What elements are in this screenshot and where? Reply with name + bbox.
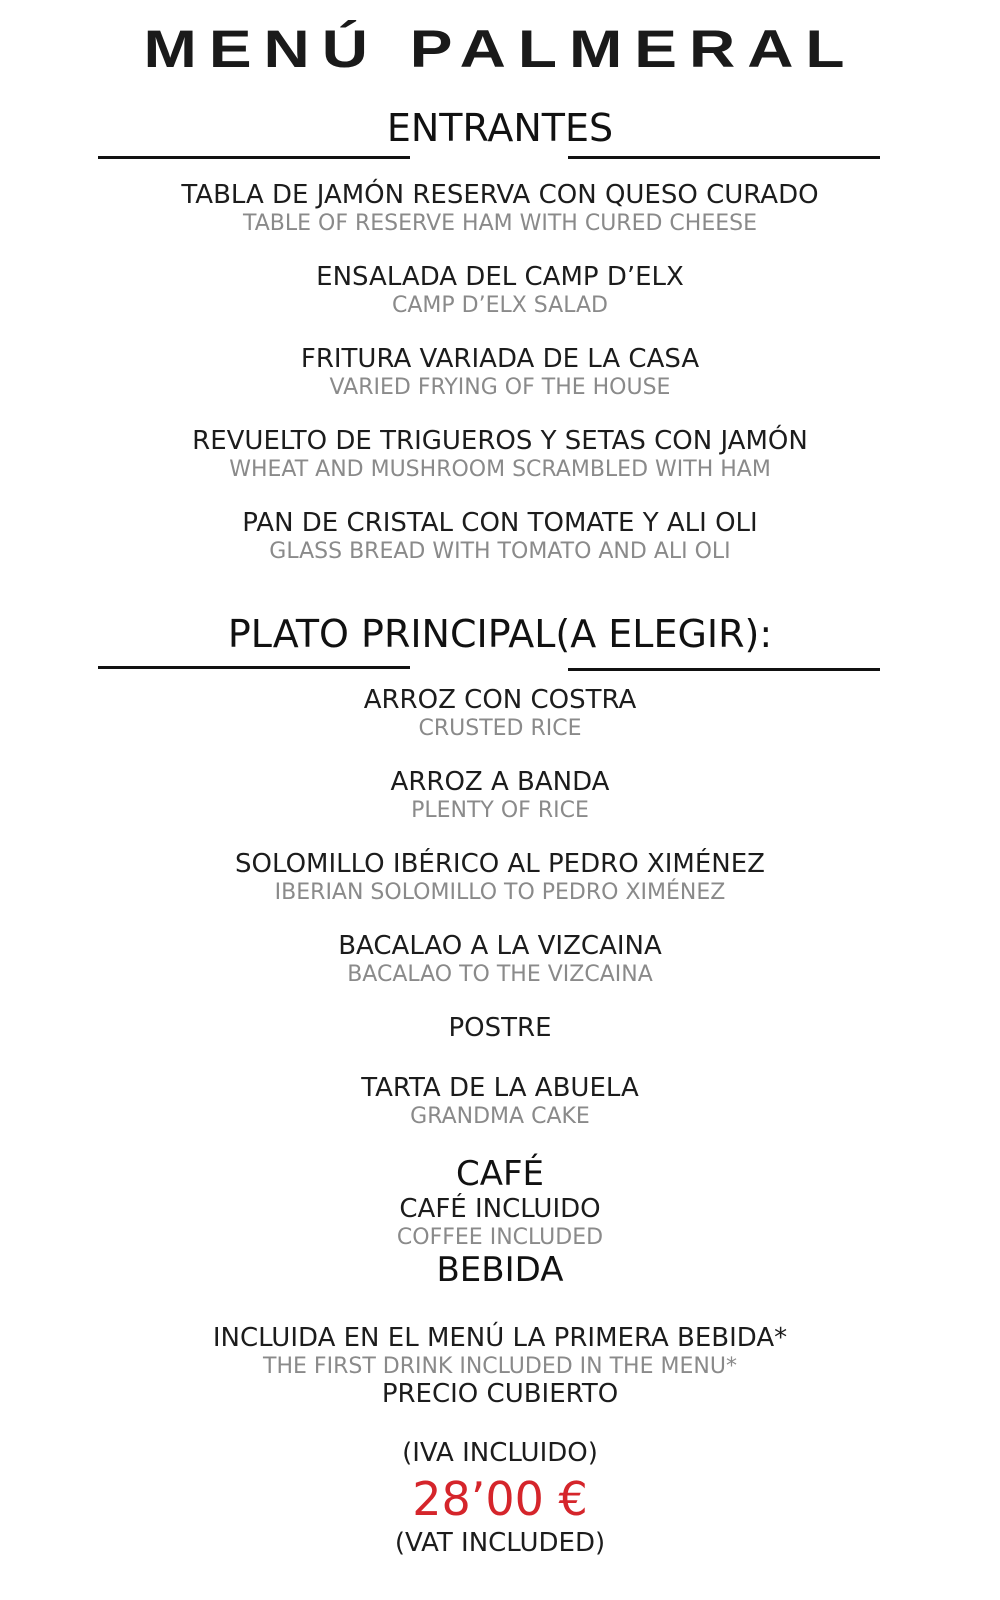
section-heading-drink: BEBIDA [436,1250,564,1290]
drink-translation: THE FIRST DRINK INCLUDED IN THE MENU* [263,1354,737,1379]
main-translation: BACALAO TO THE VIZCAINA [347,962,653,987]
section-heading-coffee: CAFÉ [455,1154,545,1194]
main-translation: PLENTY OF RICE [411,798,589,823]
starter-name: ENSALADA DEL CAMP D’ELX [316,262,684,292]
divider-left [98,666,410,669]
tax-note-en: (VAT INCLUDED) [394,1528,606,1558]
starter-name: FRITURA VARIADA DE LA CASA [300,344,700,374]
section-heading-dessert: POSTRE [448,1013,552,1043]
divider-left [98,156,410,159]
main-translation: IBERIAN SOLOMILLO TO PEDRO XIMÉNEZ [274,880,726,905]
main-translation: CRUSTED RICE [418,716,582,741]
coffee-translation: COFFEE INCLUDED [396,1225,604,1250]
main-name: ARROZ A BANDA [390,767,610,797]
main-name: BACALAO A LA VIZCAINA [338,931,662,961]
starter-translation: VARIED FRYING OF THE HOUSE [329,375,671,400]
starter-translation: WHEAT AND MUSHROOM SCRAMBLED WITH HAM [229,457,771,482]
dessert-name: TARTA DE LA ABUELA [361,1073,639,1103]
divider-right [568,156,880,159]
section-heading-mains: PLATO PRINCIPAL(A ELEGIR): [227,612,773,656]
coffee-name: CAFÉ INCLUIDO [399,1194,601,1224]
section-heading-starters: ENTRANTES [386,106,614,150]
price-label: PRECIO CUBIERTO [381,1379,619,1409]
starter-name: REVUELTO DE TRIGUEROS Y SETAS CON JAMÓN [192,426,808,456]
main-name: SOLOMILLO IBÉRICO AL PEDRO XIMÉNEZ [235,849,765,879]
starter-translation: TABLE OF RESERVE HAM WITH CURED CHEESE [242,211,757,236]
tax-note-es: (IVA INCLUIDO) [402,1438,598,1468]
starter-name: PAN DE CRISTAL CON TOMATE Y ALI OLI [242,508,758,538]
menu-title: MENÚ PALMERAL [143,19,857,79]
main-name: ARROZ CON COSTRA [363,685,637,715]
starter-translation: GLASS BREAD WITH TOMATO AND ALI OLI [269,539,731,564]
starter-translation: CAMP D’ELX SALAD [392,293,608,318]
starter-name: TABLA DE JAMÓN RESERVA CON QUESO CURADO [181,180,819,210]
drink-name: INCLUIDA EN EL MENÚ LA PRIMERA BEBIDA* [212,1323,788,1353]
menu-price: 28’00 € [412,1472,588,1526]
dessert-translation: GRANDMA CAKE [410,1104,590,1129]
divider-right [568,668,880,671]
